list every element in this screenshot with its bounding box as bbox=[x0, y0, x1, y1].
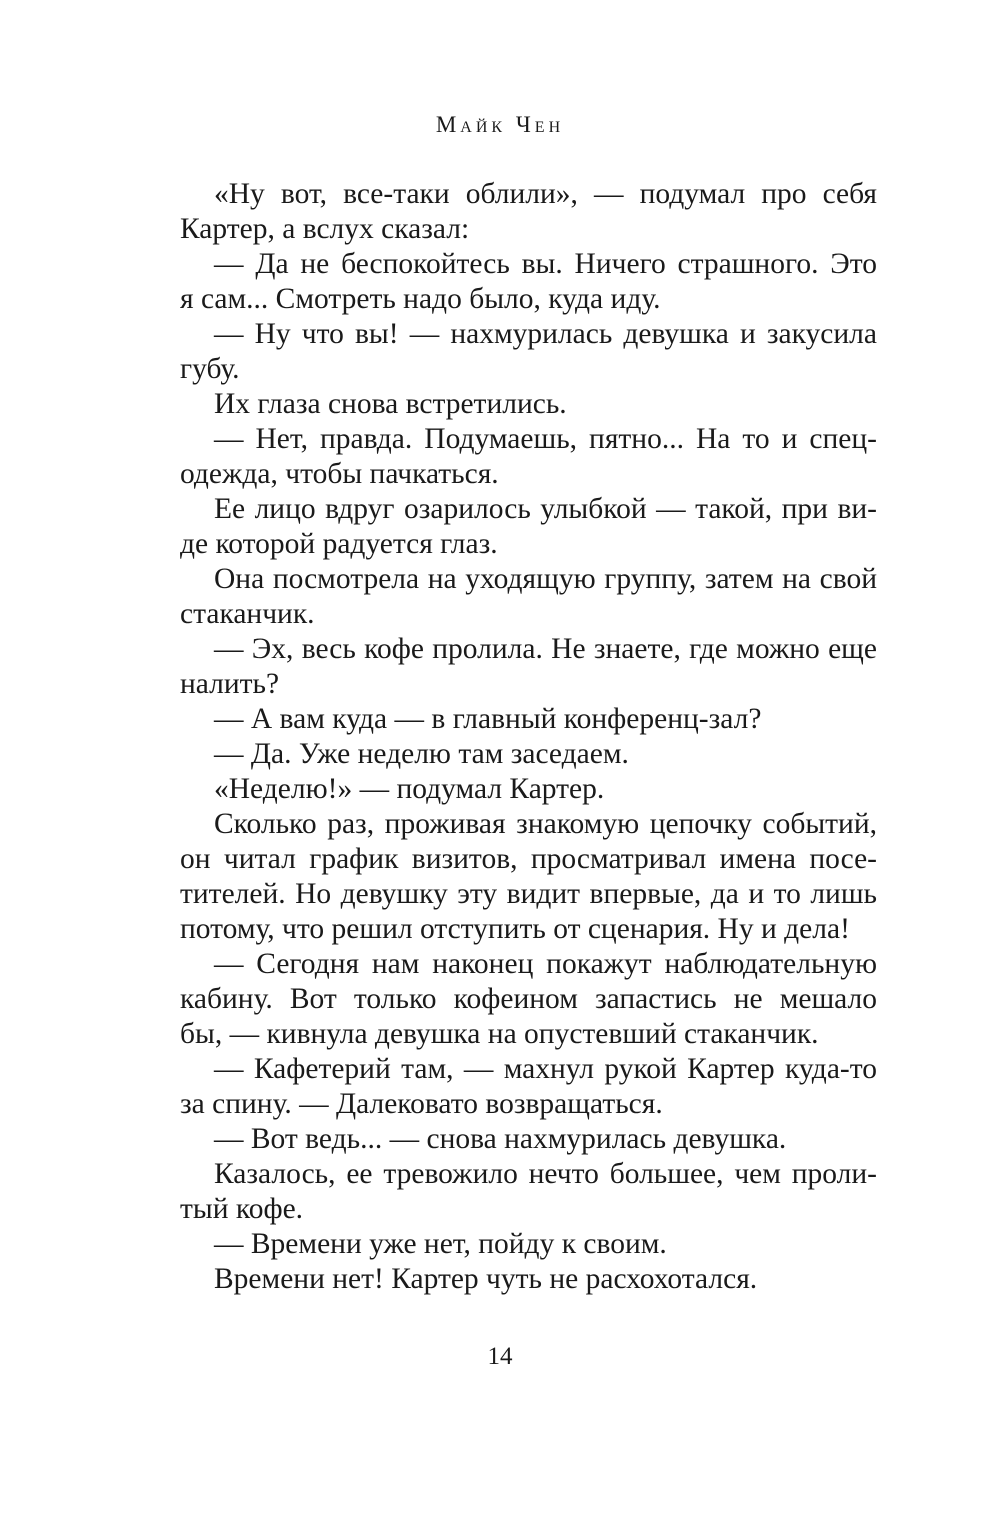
text-line: — Ну что вы! — нахмурилась девушка и закусила bbox=[214, 318, 877, 350]
text-line: стаканчик. bbox=[180, 598, 315, 630]
text-line: «Неделю!» — подумал Картер. bbox=[214, 773, 605, 805]
text-line: — Да. Уже неделю там заседаем. bbox=[214, 738, 629, 770]
text-line: Она посмотрела на уходящую группу, затем на свой bbox=[214, 563, 877, 595]
text-line: бы, — кивнула девушка на опустевший стаканчик. bbox=[180, 1018, 819, 1050]
text-line: «Ну вот, все-таки облили», — подумал про себя bbox=[214, 178, 877, 210]
running-head-author: Майк Чен bbox=[435, 112, 565, 137]
text-line: Казалось, ее тревожило нечто большее, чем проли- bbox=[214, 1158, 877, 1190]
text-line: — Времени уже нет, пойду к своим. bbox=[214, 1228, 667, 1260]
text-line: он читал график визитов, просматривал имена посе- bbox=[180, 843, 877, 875]
text-line: кабину. Вот только кофеином запастись не мешало bbox=[180, 983, 877, 1015]
text-line: Ее лицо вдруг озарилось улыбкой — такой, при ви- bbox=[214, 493, 877, 525]
page-number: 14 bbox=[487, 1343, 513, 1370]
text-line: — Эх, весь кофе пролила. Не знаете, где можно еще bbox=[214, 633, 877, 665]
text-line: де которой радуется глаз. bbox=[180, 528, 498, 560]
text-line: — А вам куда — в главный конференц-зал? bbox=[214, 703, 762, 735]
text-line: тый кофе. bbox=[180, 1193, 304, 1225]
text-line: я сам... Смотреть надо было, куда иду. bbox=[180, 283, 661, 315]
text-line: налить? bbox=[180, 668, 280, 700]
text-line: — Сегодня нам наконец покажут наблюдательную bbox=[214, 948, 877, 980]
text-line: — Вот ведь... — снова нахмурилась девушка. bbox=[214, 1123, 787, 1155]
text-line: губу. bbox=[180, 353, 240, 385]
text-line: потому, что решил отступить от сценария. Ну и дела! bbox=[180, 913, 850, 945]
text-line: тителей. Но девушку эту видит впервые, да и то лишь bbox=[180, 878, 877, 910]
text-line: Их глаза снова встретились. bbox=[214, 388, 567, 420]
text-line: Картер, а вслух сказал: bbox=[180, 213, 470, 245]
body-text bbox=[180, 177, 877, 1297]
text-line: — Кафетерий там, — махнул рукой Картер куда-то bbox=[214, 1053, 877, 1085]
text-line: Сколько раз, проживая знакомую цепочку событий, bbox=[214, 808, 877, 840]
text-line: — Нет, правда. Подумаешь, пятно... На то и спец- bbox=[214, 423, 877, 455]
text-line: — Да не беспокойтесь вы. Ничего страшного. Это bbox=[214, 248, 877, 280]
text-line: Времени нет! Картер чуть не расхохотался. bbox=[214, 1263, 758, 1295]
text-line: за спину. — Далековато возвращаться. bbox=[180, 1088, 663, 1120]
text-line: одежда, чтобы пачкаться. bbox=[180, 458, 499, 490]
